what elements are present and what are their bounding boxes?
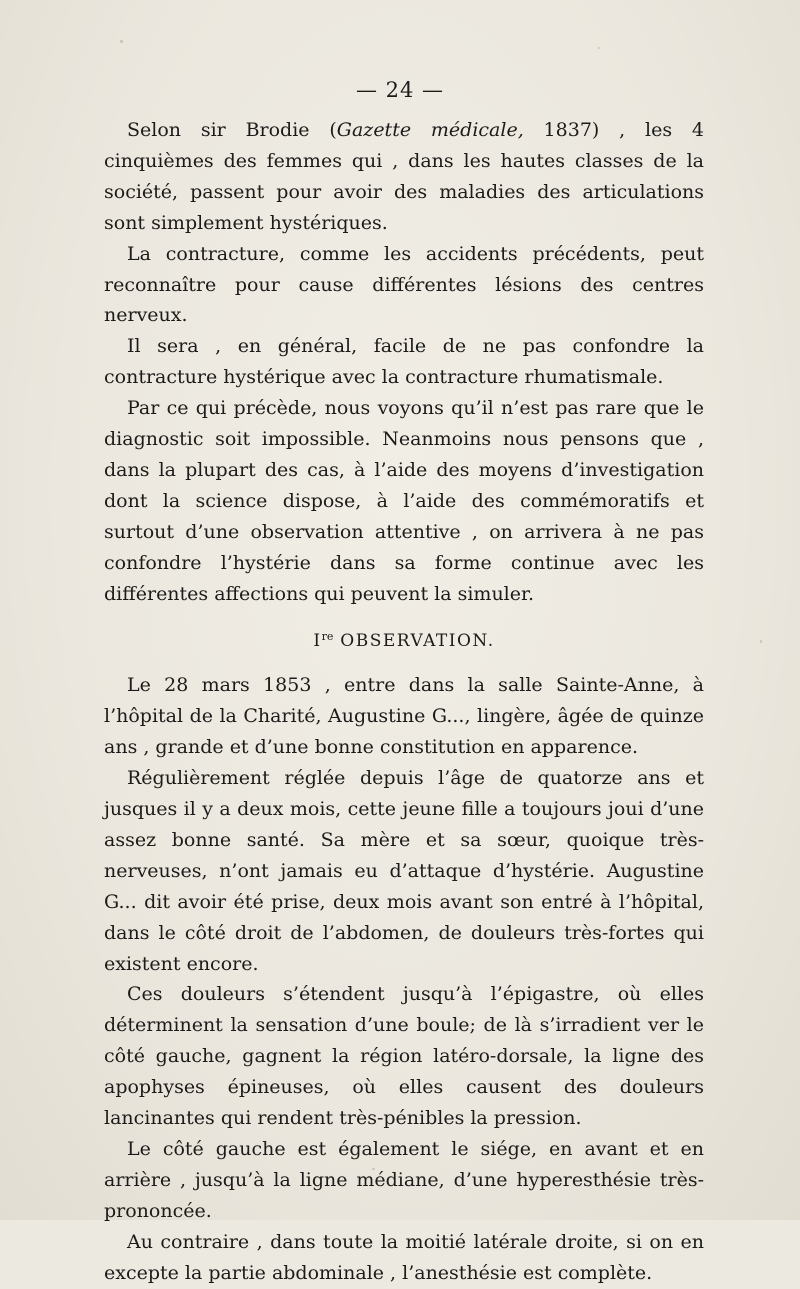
paragraph-anesthesia: Au contraire , dans toute la moitié latérale droite, si on en excepte la partie abdominale , l’anesthésie est complète.: [104, 1230, 704, 1284]
paper-speck: [120, 40, 123, 43]
heading-superscript: re: [321, 629, 334, 643]
page-number: — 24 —: [355, 78, 445, 102]
paragraph-pain-description: Ces douleurs s’étendent jusqu’à l’épigastre, où elles déterminent la sensation d’une boule; de là s’irradient ver le côté gauche, gagnent la région latéro-dorsale, la ligne des apophyses épineuses, où elles causent des douleurs lancinantes qui rendent très-pénibles la pression.: [104, 983, 704, 1130]
paper-speck: [598, 47, 600, 49]
paragraph-conclusion: Par ce qui précède, nous voyons qu’il n’est pas rare que le diagnostic soit impossible. Neanmoins nous pensons que , dans la plupart des cas, à l’aide des moyens d’investigation dont la science dispose, à l’aide des commémoratifs et surtout d’une observation attentive , on arrivera à ne pas confondre l’hystérie dans sa forme continue avec les différentes affections qui peuvent la simuler.: [104, 397, 704, 605]
paragraph-contracture-causes: La contracture, comme les accidents précédents, peut reconnaître pour cause différentes lésions des centres nerveux.: [104, 242, 704, 327]
observation-heading: [104, 622, 704, 657]
paragraph-admission: Le 28 mars 1853 , entre dans la salle Sainte-Anne, à l’hôpital de la Charité, Augustine G..., lingère, âgée de quinze ans , grande et d’une bonne constitution en apparence.: [104, 674, 704, 759]
paragraph-brodie-citation: [104, 115, 704, 239]
paragraph-history: Régulièrement réglée depuis l’âge de quatorze ans et jusques il y a deux mois, cette jeune fille a toujours joui d’une assez bonne santé. Sa mère et sa sœur, quoique très-nerveuses, n’ont jamais eu d’attaque d’hystérie. Augustine G... dit avoir été prise, deux mois avant son entré à l’hôpital, dans le côté droit de l’abdomen, de douleurs très-fortes qui existent encore.: [104, 767, 704, 975]
paragraph-contracture-diagnosis: Il sera , en général, facile de ne pas confondre la contracture hystérique avec la contracture rhumatismale.: [104, 335, 704, 389]
paper-speck: [760, 640, 762, 643]
paragraph-text: 1837) , les 4 cinquièmes des femmes qui , dans les hautes classes de la société, passent pour avoir des maladies des articulations sont simplement hystériques.: [104, 119, 705, 234]
body-text: [104, 115, 704, 1289]
paragraph-text: Selon sir Brodie (: [127, 119, 337, 141]
heading-numeral: I: [313, 630, 322, 651]
heading-title: OBSERVATION.: [340, 630, 495, 651]
journal-citation: Gazette médicale,: [336, 119, 524, 141]
paragraph-hyperesthesia: Le côté gauche est également le siége, en avant et en arrière , jusqu’à la ligne médiane, d’une hyperesthésie très-prononcée.: [104, 1138, 704, 1222]
paper-speck: [372, 1168, 375, 1170]
